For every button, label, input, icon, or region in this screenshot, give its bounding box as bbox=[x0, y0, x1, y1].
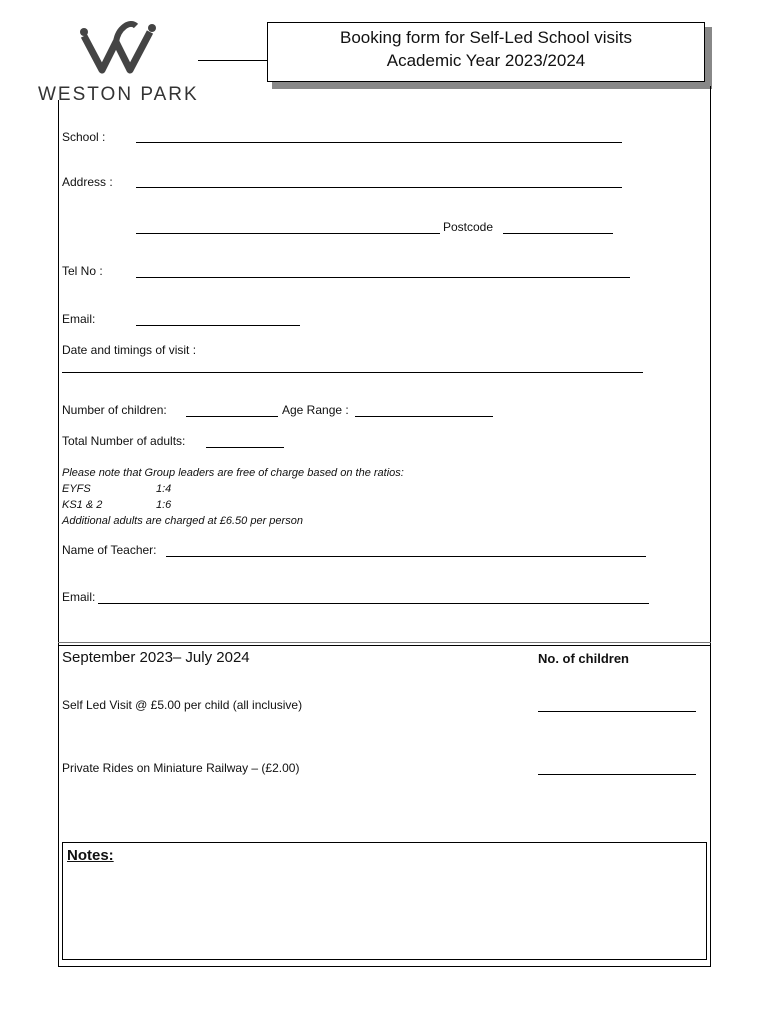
school-field[interactable] bbox=[136, 142, 622, 143]
ratio-value: 1:4 bbox=[156, 483, 172, 495]
tel-label: Tel No : bbox=[62, 264, 103, 278]
adults-count-label: Total Number of adults: bbox=[62, 434, 186, 448]
section-divider bbox=[58, 645, 711, 646]
email-field[interactable] bbox=[136, 325, 300, 326]
age-range-field[interactable] bbox=[355, 416, 493, 417]
children-count-field[interactable] bbox=[186, 416, 278, 417]
page-title bbox=[267, 22, 705, 82]
title-line-1: Booking form for Self-Led School visits bbox=[340, 28, 632, 47]
self-led-visit-label: Self Led Visit @ £5.00 per child (all inclusive) bbox=[62, 698, 303, 712]
ratio-value: 1:6 bbox=[156, 499, 172, 511]
adults-count-field[interactable] bbox=[206, 447, 284, 448]
age-range-label: Age Range : bbox=[282, 403, 349, 417]
children-count-label: Number of children: bbox=[62, 403, 167, 417]
teacher-name-label: Name of Teacher: bbox=[62, 543, 157, 557]
section-divider-shadow bbox=[58, 642, 711, 643]
address-label: Address : bbox=[62, 175, 113, 189]
railway-rides-children-field[interactable] bbox=[538, 774, 696, 775]
additional-adults-note: Additional adults are charged at £6.50 per person bbox=[62, 515, 303, 527]
ratio-note bbox=[62, 465, 404, 529]
form-frame-left bbox=[58, 100, 59, 966]
postcode-field[interactable] bbox=[503, 233, 613, 234]
teacher-name-field[interactable] bbox=[166, 556, 646, 557]
tel-field[interactable] bbox=[136, 277, 630, 278]
weston-park-logo-icon bbox=[80, 18, 160, 76]
ratio-row-eyfs bbox=[62, 481, 404, 497]
address-field-line-2[interactable] bbox=[136, 233, 440, 234]
form-frame-bottom bbox=[58, 966, 711, 967]
ratio-group: KS1 & 2 bbox=[62, 499, 103, 511]
pricing-period: September 2023– July 2024 bbox=[62, 649, 250, 666]
logo-wordmark: WESTON PARK bbox=[38, 84, 199, 105]
title-connector-line bbox=[198, 60, 268, 61]
date-timings-label: Date and timings of visit : bbox=[62, 343, 197, 357]
self-led-visit-children-field[interactable] bbox=[538, 711, 696, 712]
ratio-group: EYFS bbox=[62, 483, 91, 495]
teacher-email-label: Email: bbox=[62, 590, 96, 604]
children-column-header: No. of children bbox=[538, 651, 629, 666]
address-field-line-1[interactable] bbox=[136, 187, 622, 188]
email-label: Email: bbox=[62, 312, 96, 326]
postcode-label: Postcode bbox=[443, 220, 494, 234]
railway-rides-label: Private Rides on Miniature Railway – (£2.00) bbox=[62, 761, 300, 775]
notes-label: Notes: bbox=[67, 847, 114, 864]
notes-box[interactable] bbox=[62, 842, 707, 960]
teacher-email-field[interactable] bbox=[98, 603, 649, 604]
ratio-row-ks1-2 bbox=[62, 497, 404, 513]
title-line-2: Academic Year 2023/2024 bbox=[386, 51, 586, 70]
ratio-note-text: Please note that Group leaders are free of charge based on the ratios: bbox=[62, 467, 404, 479]
date-timings-field[interactable] bbox=[62, 372, 643, 373]
school-label: School : bbox=[62, 130, 106, 144]
form-frame-right bbox=[710, 86, 711, 966]
